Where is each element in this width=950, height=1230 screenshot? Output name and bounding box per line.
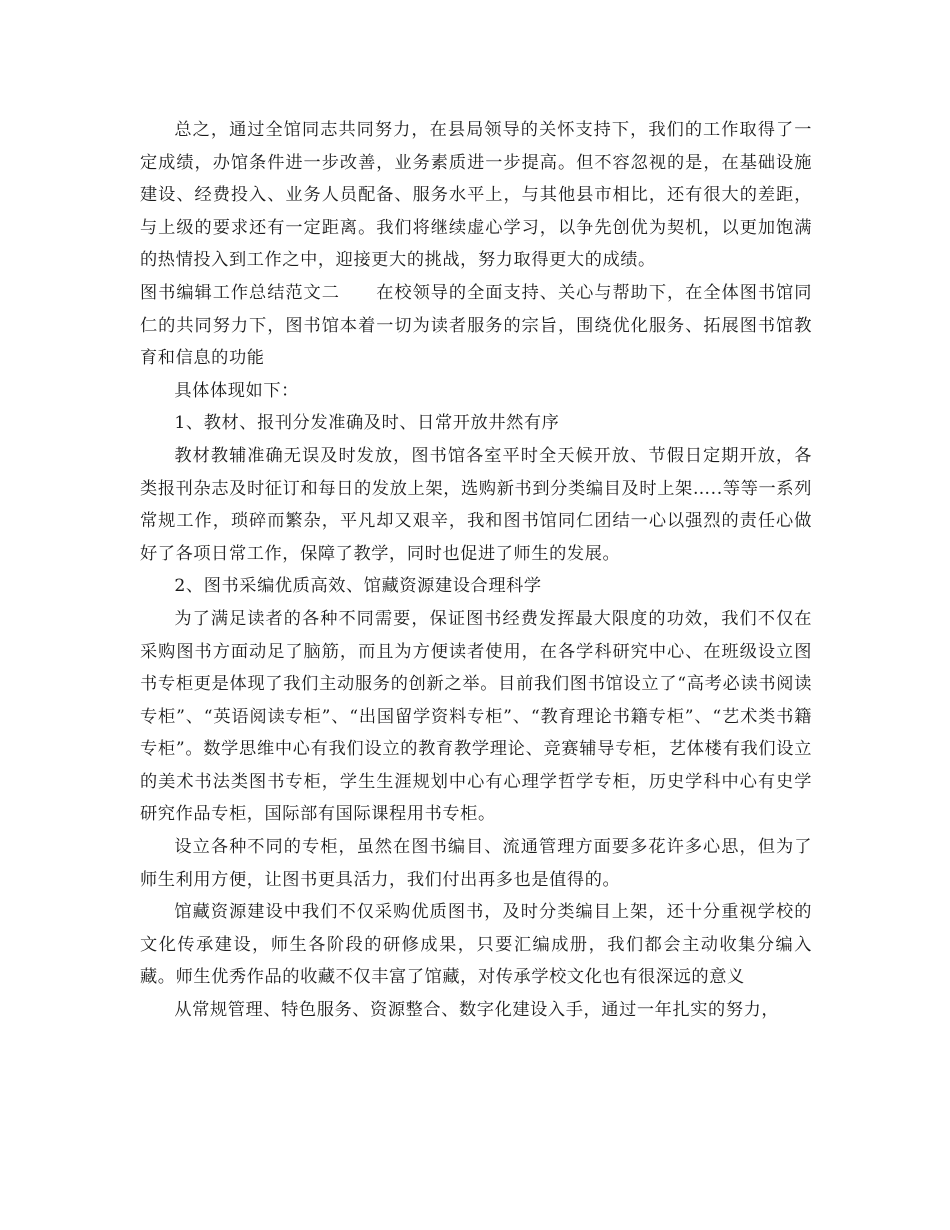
- paragraph-details-lead: 具体体现如下：: [174, 380, 299, 401]
- paragraph-collection-building: 馆藏资源建设中我们不仅采购优质图书，及时分类编目上架，还十分重视学校的文化传承建设，师生各阶段的研修成果，只要汇编成册，我们都会主动收集分编入藏。师生优秀作品的收藏不仅丰富了馆藏，对传承学校文化也有很深远的意义: [140, 902, 812, 988]
- paragraph-point-1-body: 教材教辅准确无误及时发放，图书馆各室平时全天候开放、节假日定期开放，各类报刊杂志及时征订和每日的发放上架，选购新书到分类编目及时上架…..等等一系列常规工作，琐碎而繁杂，平凡却又艰辛，我和图书馆同仁团结一心以强烈的责任心做好了各项日常工作，保障了教学，同时也促进了师生的发展。: [140, 445, 812, 564]
- paragraph-section-two-intro: 图书编辑工作总结范文二 在校领导的全面支持、关心与帮助下，在全体图书馆同仁的共同努力下，图书馆本着一切为读者服务的宗旨，围绕优化服务、拓展图书馆教育和信息的功能: [140, 282, 812, 369]
- paragraph-point-2-heading: 2、图书采编优质高效、馆藏资源建设合理科学: [174, 576, 542, 597]
- paragraph-point-2-body: 为了满足读者的各种不同需要，保证图书经费发挥最大限度的功效，我们不仅在采购图书方面动足了脑筋，而且为方便读者使用，在各学科研究中心、在班级设立图书专柜更是体现了我们主动服务的创新之举。目前我们图书馆设立了“高考必读书阅读专柜”、“英语阅读专柜”、“出国留学资料专柜”、“教育理论书籍专柜”、“艺术类书籍专柜”。数学思维中心有我们设立的教育教学理论、竞赛辅导专柜，艺体楼有我们设立的美术书法类图书专柜，学生生涯规划中心有心理学哲学专柜，历史学科中心有史学研究作品专柜，国际部有国际课程用书专柜。: [140, 608, 812, 825]
- paragraph-summary: 总之，通过全馆同志共同努力，在县局领导的关怀支持下，我们的工作取得了一定成绩，办馆条件进一步改善，业务素质进一步提高。但不容忽视的是，在基础设施建设、经费投入、业务人员配备、服务水平上，与其他县市相比，还有很大的差距，与上级的要求还有一定距离。我们将继续虚心学习，以争先创优为契机，以更加饱满的热情投入到工作之中，迎接更大的挑战，努力取得更大的成绩。: [140, 120, 812, 271]
- paragraph-closing-start: 从常规管理、特色服务、资源整合、数字化建设入手，通过一年扎实的努力，: [174, 1000, 780, 1021]
- paragraph-special-cabinets: 设立各种不同的专柜，虽然在图书编目、流通管理方面要多花许多心思，但为了师生利用方便，让图书更具活力，我们付出再多也是值得的。: [140, 837, 812, 890]
- paragraph-point-1-heading: 1、教材、报刊分发准确及时、日常开放井然有序: [174, 413, 560, 434]
- document-body: [140, 114, 812, 1027]
